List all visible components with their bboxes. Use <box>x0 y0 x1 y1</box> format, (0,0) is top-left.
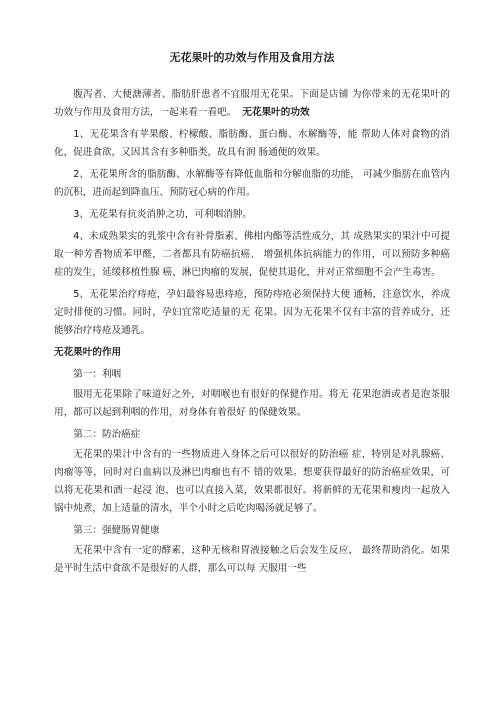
intro-paragraph <box>54 86 450 122</box>
document-title: 无花果叶的功效与作用及食用方法 <box>169 51 335 64</box>
use-paragraph-3: 无花果中含有一定的酵素，这种无核和胃液接触之后会发生反应， 最终帮助消化。如果是平时生活中食欲不是很好的人群，那么可以每 天服用一些 <box>54 545 450 574</box>
use-subheading-2: 第二：防治癌症 <box>73 429 141 440</box>
intro-text: 腹泻者、大便溏薄者、脂肪肝患者不宜服用无花果。下面是店铺 为你带来的无花果叶的功效与作用及食用方法，一起来看一看吧。 <box>54 89 450 118</box>
section-heading-uses: 无花果叶的作用 <box>54 347 122 358</box>
use-subheading-1: 第一：利咽 <box>73 369 122 380</box>
use-paragraph-1: 服用无花果除了味道好之外，对咽喉也有很好的保健作用。将无 花果泡酒或者是泡茶服用，都可以起到利咽的作用，对身体有着很好 的保健效果。 <box>54 389 450 418</box>
effect-paragraph-2: 2、无花果所含的脂肪酶、水解酶等有降低血脂和分解血脂的功能， 可减少脂肪在血管内的沉积，进而起到降血压、预防冠心病的作用。 <box>54 169 450 198</box>
effect-paragraph-3: 3、无花果有抗炎消肿之功，可利咽消肿。 <box>73 209 252 220</box>
effect-paragraph-4: 4、未成熟果实的乳浆中含有补骨脂素、佛柑内酯等活性成分，其 成熟果实的果汁中可提取一种芳香物质苯甲醛，二者都具有防癌抗癌、 增强机体抗病能力的作用，可以预防多种癌症的发生，延缓移植性腺 癌、淋巴肉瘤的发展，促使其退化，并对正常细胞不会产生毒害。 <box>54 231 450 278</box>
use-subheading-3: 第三：强健肠胃健康 <box>73 525 160 536</box>
intro-bold-heading: 无花果叶的功效 <box>242 107 310 118</box>
effect-paragraph-5: 5、无花果治疗痔疮，孕妇最容易患痔疮，预防痔疮必须保持大便 通畅，注意饮水，养成定时排便的习惯。同时，孕妇宜常吃适量的无 花果。因为无花果不仅有丰富的营养成分，还能够治疗痔疮及通乳。 <box>54 289 450 336</box>
use-paragraph-2: 无花果的果汁中含有的一些物质进入身体之后可以很好的防治癌 症，特别是对乳腺癌、肉瘤等等，同时对白血病以及淋巴肉瘤也有不 错的效果。想要获得最好的防治癌症效果，可以将无花果和酒一起浸 泡，也可以直接入菜，效果都很好。将新鲜的无花果和瘦肉一起放入 锅中炖煮，加上适量的清水，半个小时之后吃肉喝汤就足够了。 <box>54 449 450 514</box>
effect-paragraph-1: 1、无花果含有苹果酸、柠檬酸、脂肪酶、蛋白酶、水解酶等，能 帮助人体对食物的消化，促进食欲，又因其含有多种脂类，故具有润 肠通便的效果。 <box>54 129 450 158</box>
